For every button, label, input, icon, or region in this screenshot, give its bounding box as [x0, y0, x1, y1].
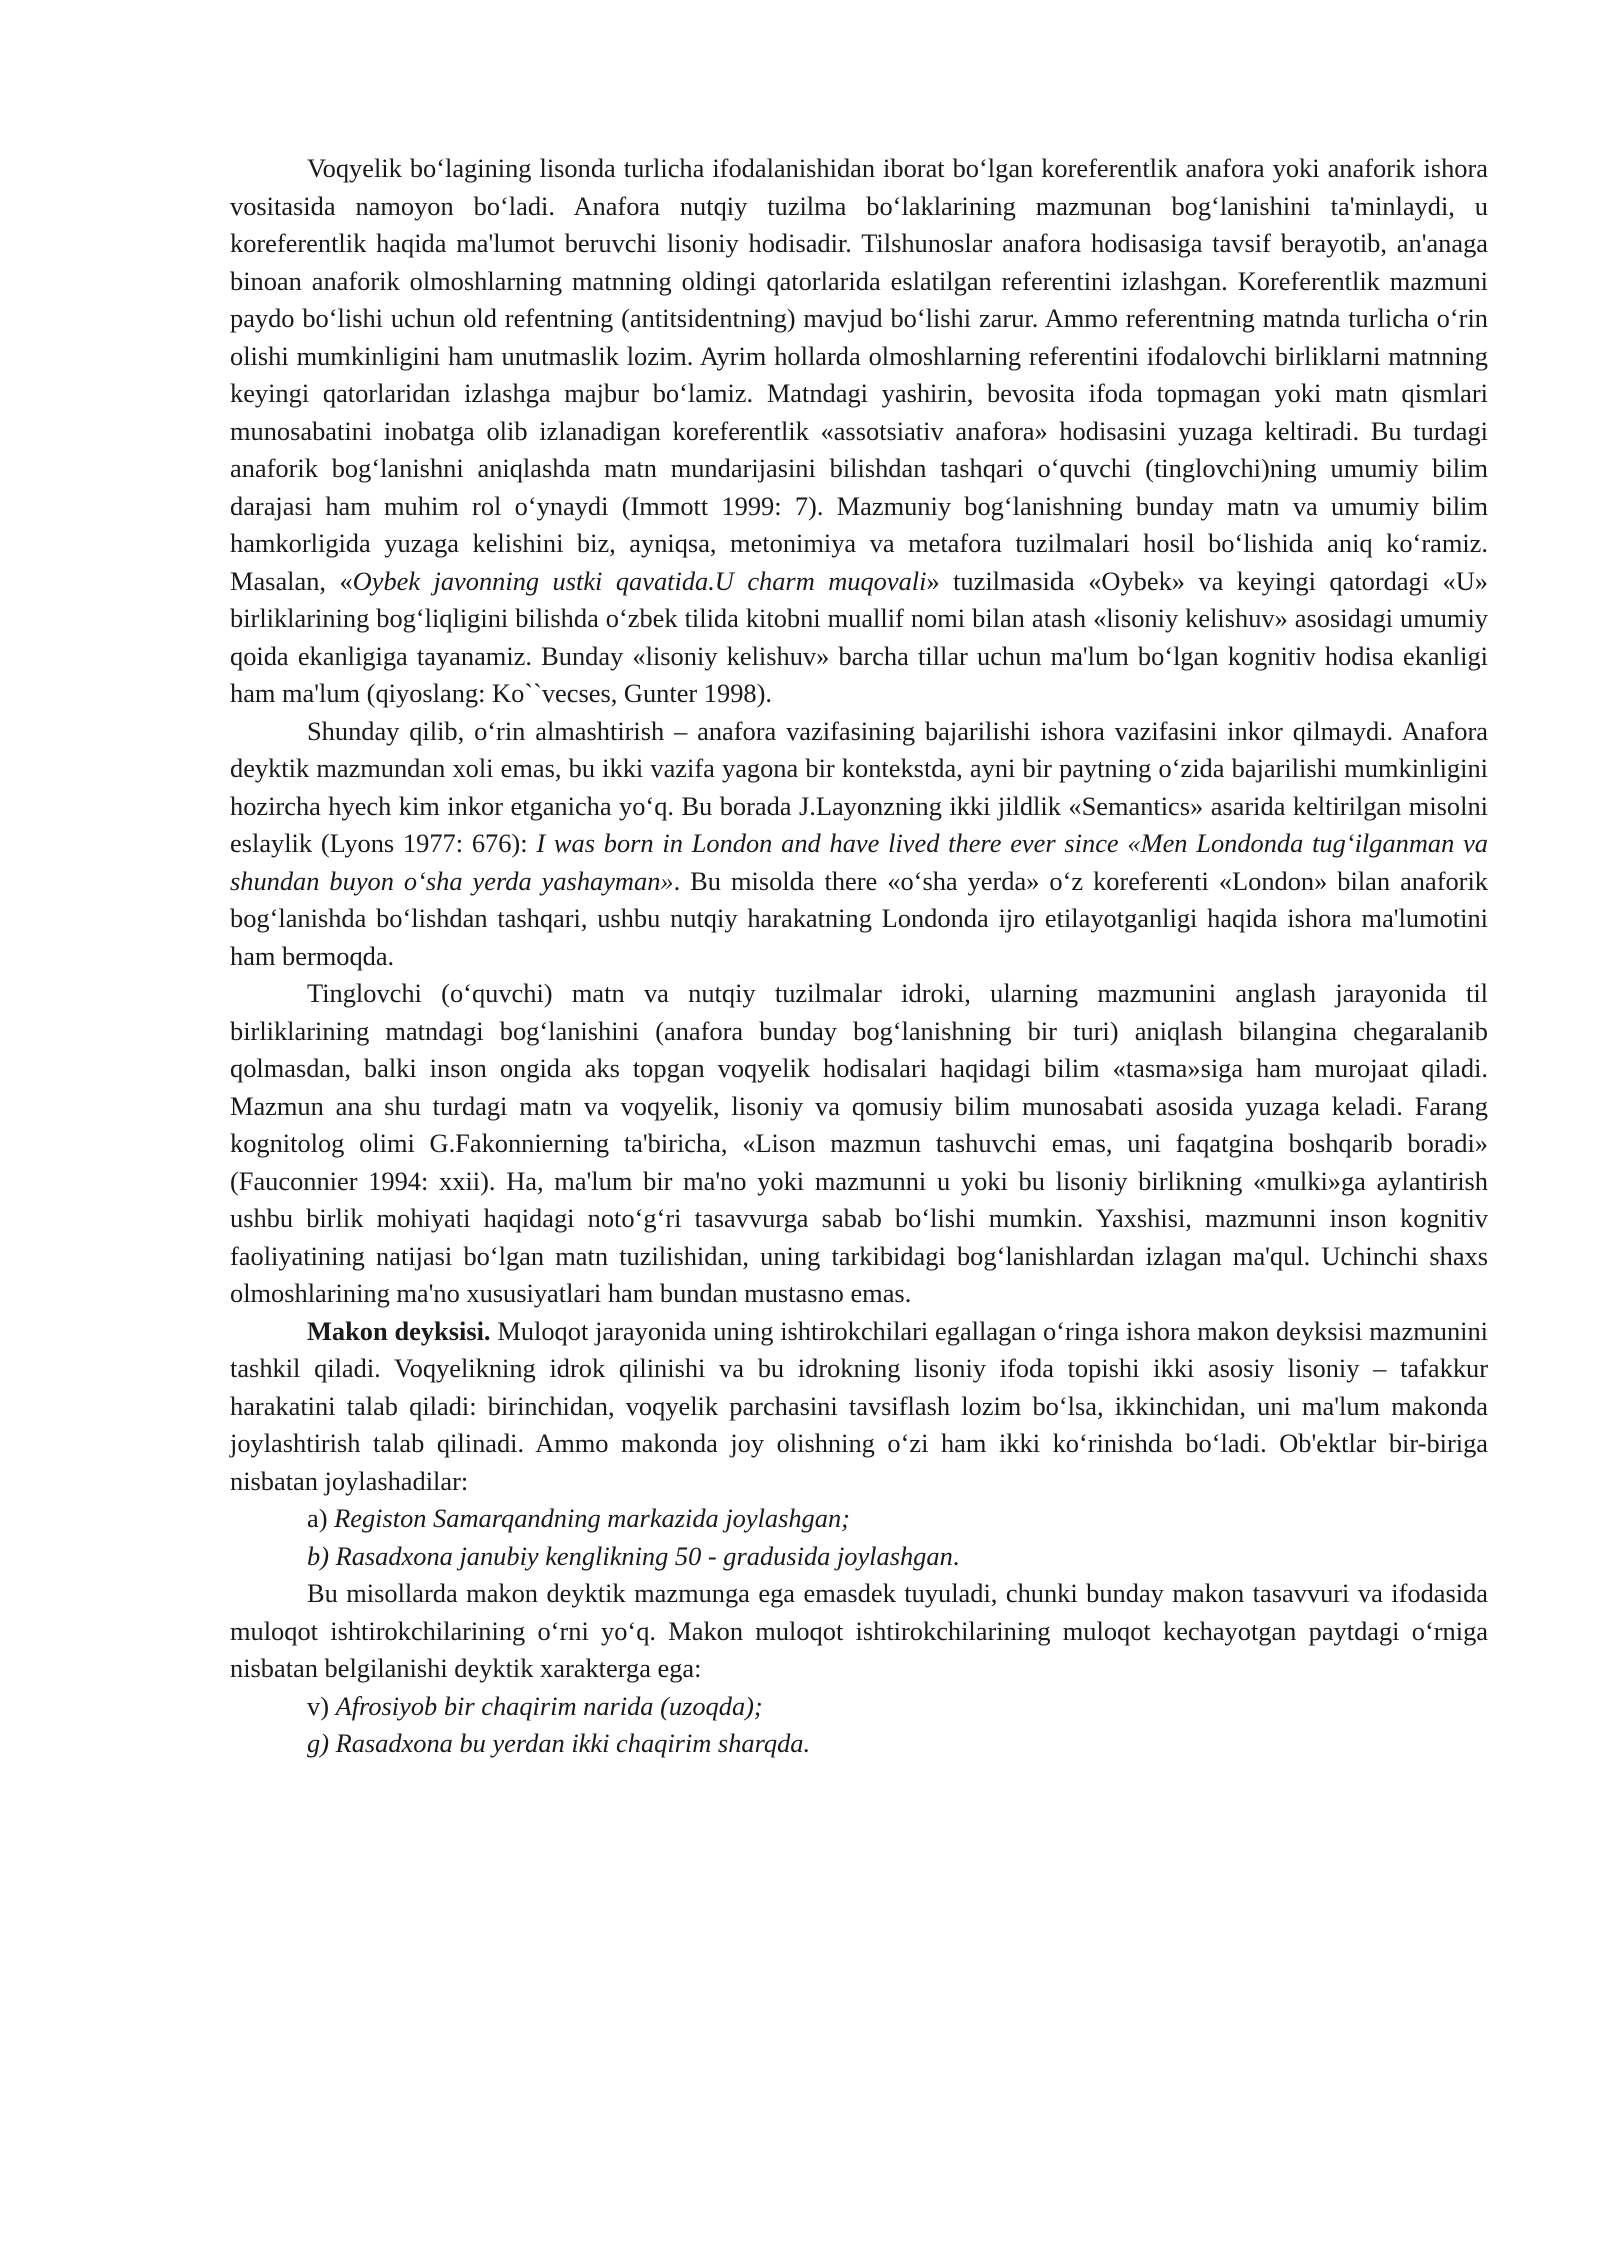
section-heading: Makon deyksisi. — [307, 1315, 491, 1346]
example-a — [230, 1500, 1488, 1538]
example-b — [230, 1538, 1488, 1576]
paragraph-tinglovchi — [230, 975, 1488, 1313]
example-text: Registon Samarqandning markazida joylashgan; — [334, 1503, 850, 1533]
example-text: b) Rasadxona janubiy kenglikning 50 - gradusida joylashgan — [307, 1540, 953, 1571]
example-g — [230, 1725, 1488, 1763]
example-punctuation: . — [952, 1540, 960, 1571]
paragraph-orin-almashtirish — [230, 713, 1488, 976]
paragraph-text: Voqyelik bo‘lagining lisonda turlicha ifodalanishidan iborat bo‘lgan koreferentlik anafora yoki anaforik ishora vositasida namoyon bo‘ladi. Anafora nutqiy tuzilma bo‘laklarining mazmunan bog‘lanishini ta'minlaydi, u koreferentlik haqida ma'lumot beruvchi lisoniy hodisadir. Tilshunoslar anafora hodisasiga tavsif berayotib, an'anaga binoan anaforik olmoshlarning matnning oldingi qatorlarida eslatilgan referentini izlashgan. Koreferentlik mazmuni paydo bo‘lishi uchun old refentning (antitsidentning) mavjud bo‘lishi zarur. Ammo referentning matnda turlicha o‘rin olishi mumkinligini ham unutmaslik lozim. Ayrim hollarda olmoshlarning referentini ifodalovchi birliklarni matnning keyingi qatorlaridan izlashga majbur bo‘lamiz. Matndagi yashirin, bevosita ifoda topmagan yoki matn qismlari munosabatini inobatga olib izlanadigan koreferentlik «assotsiativ anafora» hodisasini yuzaga keltiradi. Bu turdagi anaforik bog‘lanishni aniqlashda matn mundarijasini bilishdan tashqari o‘quvchi (tinglovchi)ning umumiy bilim darajasi ham muhim rol o‘ynaydi (Immott 1999: 7). Mazmuniy bog‘lanishning bunday matn va umumiy bilim hamkorligida yuzaga kelishini biz, ayniqsa, metonimiya va metafora tuzilmalari hosil bo‘lishida aniq ko‘ramiz. Masalan, « — [230, 153, 1488, 596]
document-page — [230, 150, 1488, 1763]
example-text: Afrosiyob bir chaqirim narida (uzoqda); — [335, 1690, 763, 1721]
paragraph-text: Bu misollarda makon deyktik mazmunga ega emasdek tuyuladi, chunki bunday makon tasavvuri va ifodasida muloqot ishtirokchilarining o‘rni yo‘q. Makon muloqot ishtirokchilarining muloqot kechayotgan paytdagi o‘rniga nisbatan belgilanishi deyktik xarakterga ega: — [230, 1578, 1488, 1683]
paragraph-text: Shunday qilib, o‘rin almashtirish – anafora vazifasining bajarilishi ishora vazifasini inkor qilmaydi. Anafora deyktik mazmundan xoli emas, bu ikki vazifa yagona bir kontekstda, ayni bir paytning o‘zida bajarilishi mumkinligini hozircha hyech kim inkor etganicha yo‘q. Bu borada J.Layonzning ikki jildlik «Semantics» asarida keltirilgan misolni eslaylik (Lyons 1977: 676): — [230, 715, 1488, 858]
example-text: g) Rasadxona bu yerdan ikki chaqirim sharqda. — [307, 1728, 811, 1758]
example-london: I was born in London and have lived there ever since «Men Londonda tug‘ilganman va shundan buyon o‘sha yerda yashayman» — [230, 828, 1488, 896]
example-marker: a) — [307, 1503, 335, 1533]
paragraph-koreferentlik — [230, 150, 1488, 713]
paragraph-misollarda — [230, 1575, 1488, 1688]
paragraph-text: Muloqot jarayonida uning ishtirokchilari egallagan o‘ringa ishora makon deyksisi mazmunini tashkil qiladi. Voqyelikning idrok qilinishi va bu idrokning lisoniy ifoda topishi ikki asosiy lisoniy – tafakkur harakatini talab qiladi: birinchidan, voqyelik parchasini tavsiflash lozim bo‘lsa, ikkinchidan, uni ma'lum makonda joylashtirish talab qilinadi. Ammo makonda joy olishning o‘zi ham ikki ko‘rinishda bo‘ladi. Ob'ektlar bir-biriga nisbatan joylashadilar: — [230, 1315, 1488, 1496]
paragraph-text: . Bu misolda there «o‘sha yerda» o‘z koreferenti «London» bilan anaforik bog‘lanishda bo‘lishdan tashqari, ushbu nutqiy harakatning Londonda ijro etilayotganligi haqida ishora ma'lumotini ham bermoqda. — [230, 865, 1488, 971]
example-v — [230, 1688, 1488, 1726]
example-marker: v) — [307, 1690, 336, 1721]
paragraph-makon-deyksisi — [230, 1313, 1488, 1501]
paragraph-text: Tinglovchi (o‘quvchi) matn va nutqiy tuzilmalar idroki, ularning mazmunini anglash jarayonida til birliklarining matndagi bog‘lanishini (anafora bunday bog‘lanishning bir turi) aniqlash bilangina chegaralanib qolmasdan, balki inson ongida aks topgan voqyelik hodisalari haqidagi bilim «tasma»siga ham murojaat qiladi. Mazmun ana shu turdagi matn va voqyelik, lisoniy va qomusiy bilim munosabati asosida yuzaga keladi. Farang kognitolog olimi G.Fakonnierning ta'biricha, «Lison mazmun tashuvchi emas, uni faqatgina boshqarib boradi» (Fauconnier 1994: xxii). Ha, ma'lum bir ma'no yoki mazmunni u yoki bu lisoniy birlikning «mulki»ga aylantirish ushbu birlik mohiyati haqidagi noto‘g‘ri tasavvurga sabab bo‘lishi mumkin. Yaxshisi, mazmunni inson kognitiv faoliyatining natijasi bo‘lgan matn tuzilishidan, uning tarkibidagi bog‘lanishlardan izlagan ma'qul. Uchinchi shaxs olmoshlarining ma'no xususiyatlari ham bundan mustasno emas. — [230, 978, 1488, 1308]
paragraph-text: » tuzilmasida «Oybek» va keyingi qatordagi «U» birliklarining bog‘liqligini bilishda o‘zbek tilida kitobni muallif nomi bilan atash «lisoniy kelishuv» asosidagi umumiy qoida ekanligiga tayanamiz. Bunday «lisoniy kelishuv» barcha tillar uchun ma'lum bo‘lgan kognitiv hodisa ekanligi ham ma'lum (qiyoslang: Ko``vecses, Gunter 1998). — [230, 565, 1488, 708]
example-oybek: Oybek javonning ustki qavatida.U charm muqovali — [352, 565, 927, 596]
